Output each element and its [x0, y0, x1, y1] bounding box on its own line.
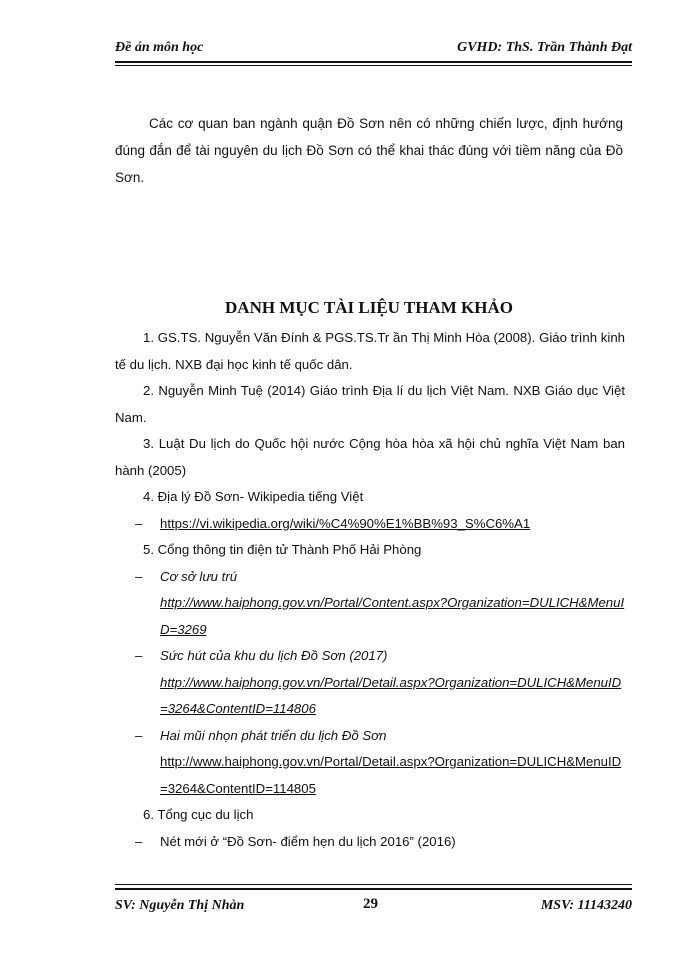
dash-bullet: – [135, 515, 143, 531]
footer-student-id: MSV: 11143240 [540, 898, 632, 913]
footer-student-name: SV: Nguyễn Thị Nhàn [115, 898, 245, 913]
reference-sub-wikipedia [115, 511, 625, 538]
dash-bullet: – [135, 833, 143, 849]
header-instructor-label: GVHD: ThS. Trần Thành Đạt [457, 40, 632, 55]
footer-rule-thin [115, 884, 632, 885]
header-rule [115, 61, 632, 63]
references-list [115, 325, 625, 855]
reference-sub-accommodation [115, 564, 625, 644]
reference-sub-tourism-news [115, 829, 625, 856]
body-section [115, 110, 623, 191]
sub-reference-text: Nét mới ở “Đồ Sơn- điểm hẹn du lịch 2016” (2016) [160, 833, 456, 849]
sub-reference-title: Hai mũi nhọn phát triển du lịch Đồ Sơn [160, 727, 387, 743]
reference-item-5: 5. Cổng thông tin điện tử Thành Phố Hải Phòng [143, 542, 422, 557]
page-header [115, 38, 632, 64]
development-link[interactable]: http://www.haiphong.gov.vn/Portal/Detail.aspx?Organization=DULICH&MenuID=3264&ContentID=114805 [160, 754, 622, 796]
sub-reference-title: Cơ sở lưu trú [160, 568, 238, 584]
sub-reference-title: Sức hút của khu du lịch Đồ Sơn (2017) [160, 648, 388, 663]
accommodation-link[interactable]: http://www.haiphong.gov.vn/Portal/Content.aspx?Organization=DULICH&MenuID=3269 [160, 595, 625, 637]
footer-rule [115, 888, 632, 890]
dash-bullet: – [135, 648, 143, 663]
page-number: 29 [363, 896, 378, 912]
reference-item-4: 4. Địa lý Đồ Sơn- Wikipedia tiếng Việt [143, 489, 364, 504]
reference-sub-development [115, 723, 625, 803]
references-title: DANH MỤC TÀI LIỆU THAM KHẢO [225, 298, 513, 317]
reference-sub-attraction [115, 643, 625, 723]
reference-item-1: 1. GS.TS. Nguyễn Văn Đính & PGS.TS.Tr ần Thị Minh Hòa (2008). Giáo trình kinh tế du lịch. NXB đại học kinh tế quốc dân. [115, 330, 625, 372]
header-rule-thin [115, 65, 632, 66]
dash-bullet: – [135, 727, 143, 743]
page-footer [115, 884, 632, 924]
header-course-label: Đề án môn học [115, 40, 204, 55]
dash-bullet: – [135, 568, 143, 584]
body-paragraph: Các cơ quan ban ngành quận Đồ Sơn nên có những chiến lược, định hướng đúng đắn để tài nguyên du lịch Đồ Sơn có thể khai thác đúng với tiềm năng của Đồ Sơn. [115, 116, 623, 185]
reference-item-2: 2. Nguyễn Minh Tuệ (2014) Giáo trình Địa lí du lịch Việt Nam. NXB Giáo dục Việt Nam. [115, 383, 625, 425]
reference-item-6: 6. Tổng cục du lịch [143, 807, 254, 822]
wikipedia-link[interactable]: https://vi.wikipedia.org/wiki/%C4%90%E1%BB%93_S%C6%A1 [160, 515, 531, 531]
reference-item-3: 3. Luật Du lịch do Quốc hội nước Cộng hòa hòa xã hội chủ nghĩa Việt Nam ban hành (2005) [115, 436, 625, 478]
attraction-link[interactable]: http://www.haiphong.gov.vn/Portal/Detail.aspx?Organization=DULICH&MenuID=3264&ContentID=114806 [160, 674, 622, 716]
